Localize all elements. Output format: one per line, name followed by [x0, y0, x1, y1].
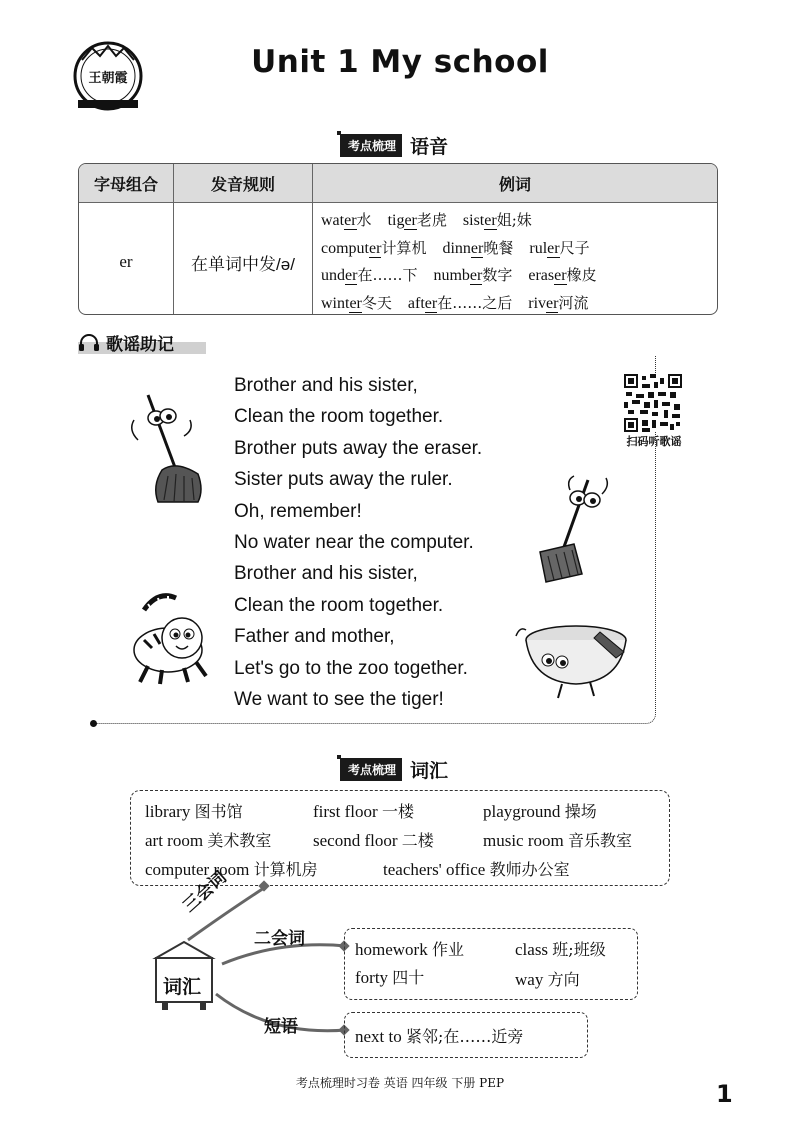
section-tag: 考点梳理: [340, 758, 402, 781]
qr-code[interactable]: [624, 374, 682, 432]
header-examples: 例词: [313, 164, 718, 203]
tiger-illustration: [118, 590, 218, 690]
vocab-item: library 图书馆: [145, 802, 243, 821]
vocab-item: homework 作业: [355, 940, 464, 959]
example-words: [313, 203, 718, 316]
vocab-phrase-box: [344, 1012, 588, 1058]
chant-line: Brother and his sister,: [234, 563, 418, 585]
vocab-item: class 班;班级: [515, 940, 606, 959]
chant-line: Clean the room together.: [234, 594, 444, 616]
example-word: eraser橡皮: [528, 266, 597, 284]
footer: 考点梳理时习卷 英语 四年级 下册 PEP: [295, 1076, 505, 1090]
chant-line: Oh, remember!: [234, 500, 362, 522]
example-word: river河流: [528, 293, 589, 312]
example-row: [321, 235, 709, 263]
chant-line: Brother puts away the eraser.: [234, 437, 483, 459]
phonics-table: [78, 163, 718, 315]
example-word: winter冬天: [321, 293, 392, 312]
chant-line: Clean the room together.: [234, 406, 444, 428]
vocab-item: playground 操场: [483, 802, 597, 821]
chant-header: [78, 330, 174, 355]
vocab-two-box: [344, 928, 638, 1000]
example-row: [321, 262, 709, 290]
vocab-item: music room 音乐教室: [483, 831, 633, 850]
vocab-item: way 方向: [515, 970, 580, 989]
example-word: under在……下: [321, 266, 418, 284]
example-word: ruler尺子: [529, 238, 590, 257]
chant-line: Sister puts away the ruler.: [234, 469, 453, 491]
qr-label: 扫码听歌谣: [626, 436, 682, 448]
vocab-item: second floor 二楼: [313, 831, 434, 850]
example-word: tiger老虎: [387, 211, 447, 229]
section-header-phonics: [340, 132, 448, 159]
chant-line: Father and mother,: [234, 626, 395, 648]
branch-label-phrase: 短语: [264, 1017, 298, 1037]
headphones-icon: [78, 333, 100, 353]
chant-title: 歌谣助记: [106, 335, 174, 355]
vocab-item: art room 美术教室: [145, 831, 272, 850]
example-word: water水: [321, 211, 372, 229]
chant-line: No water near the computer.: [234, 532, 474, 554]
example-row: [321, 290, 709, 316]
chant-line: We want to see the tiger!: [234, 689, 444, 711]
broom-character-illustration: [530, 470, 630, 590]
vocab-item: next to 紧邻;在……近旁: [355, 1027, 524, 1046]
section-tag: 考点梳理: [340, 134, 402, 157]
vocab-center-label: 词汇: [163, 976, 202, 998]
example-word: after在……之后: [407, 293, 513, 312]
example-word: sister姐;妹: [462, 211, 532, 229]
section-title: 词汇: [410, 760, 449, 782]
page-number: 1: [716, 1080, 733, 1108]
mop-character-illustration: [118, 390, 210, 510]
branch-label-three: 三会词: [179, 867, 231, 917]
example-word: dinner晚餐: [442, 238, 514, 257]
header-letters: 字母组合: [79, 164, 174, 203]
logo-text: 王朝霞: [88, 71, 128, 86]
basin-character-illustration: [512, 618, 632, 702]
example-word: computer计算机: [321, 238, 427, 257]
unit-title: Unit 1 My school: [251, 44, 549, 80]
branch-label-two: 二会词: [254, 929, 305, 949]
chant-line: Let's go to the zoo together.: [234, 657, 468, 679]
section-title: 语音: [410, 136, 449, 158]
section-header-vocab: [340, 756, 448, 783]
example-row: [321, 207, 709, 235]
letter-combination: er: [79, 203, 174, 316]
example-word: number数字: [433, 266, 513, 284]
vocab-item: forty 四十: [355, 968, 425, 987]
vocab-item: computer room 计算机房: [145, 860, 318, 879]
pronunciation-rule: 在单词中发/ə/: [174, 203, 313, 316]
chant-box-dot: [90, 720, 97, 727]
vocab-item: first floor 一楼: [313, 802, 414, 821]
chant-line: Brother and his sister,: [234, 375, 418, 396]
header-rule: 发音规则: [174, 164, 313, 203]
vocab-item: teachers' office 教师办公室: [383, 860, 570, 879]
chant-lyrics: [234, 370, 482, 715]
